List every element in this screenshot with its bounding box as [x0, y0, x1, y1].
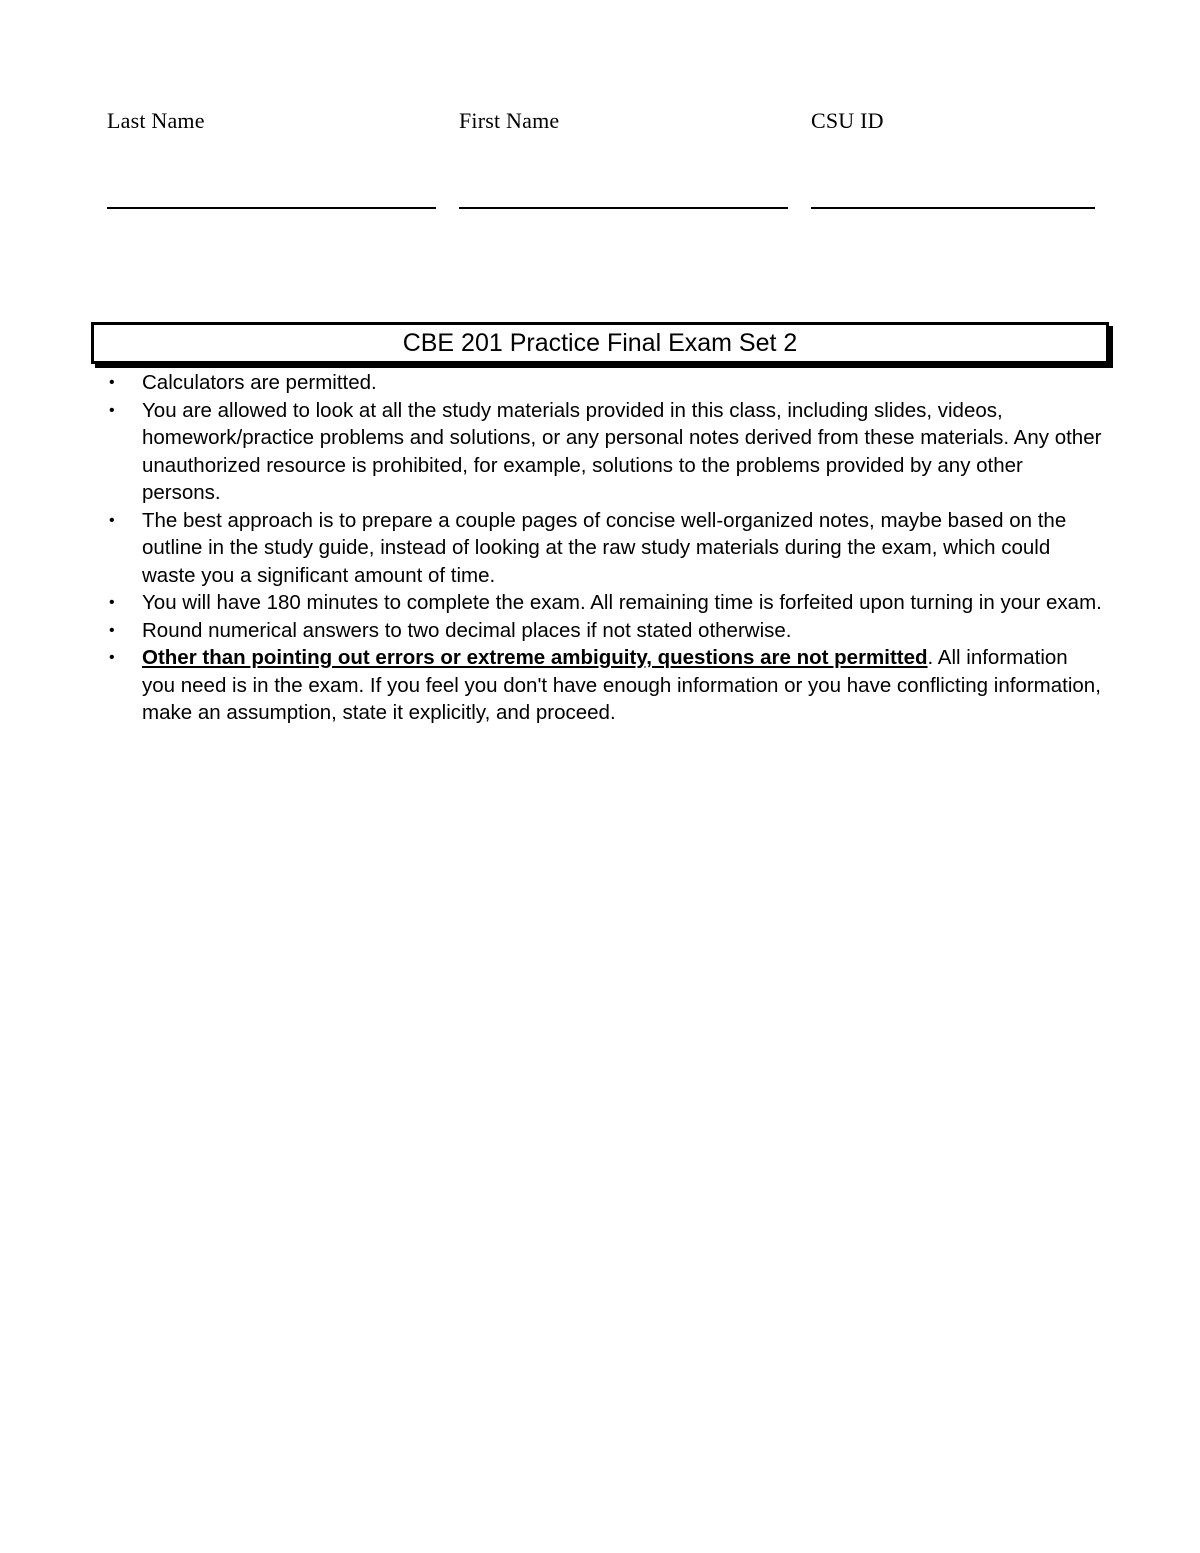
rule-item — [104, 369, 1104, 397]
rule-text: You are allowed to look at all the study materials provided in this class, including slides, videos, homework/practice problems and solutions, or any personal notes derived from these materials. Any other unauthorized resource is prohibited, for example, solutions to the problems provided by any other persons. — [142, 398, 1102, 504]
csu-id-label: CSU ID — [811, 108, 884, 133]
rule-item — [104, 644, 1104, 727]
bullet-icon: • — [109, 374, 115, 391]
bullet-icon: • — [109, 649, 115, 666]
rule-item — [104, 507, 1104, 590]
last-name-label: Last Name — [107, 108, 205, 133]
exam-title-box — [91, 322, 1109, 364]
bullet-icon: • — [109, 511, 115, 529]
rule-text: The best approach is to prepare a couple pages of concise well-organized notes, maybe based on the outline in the study guide, instead of looking at the raw study materials during the exam, which could waste you a significant amount of time. — [142, 508, 1067, 587]
rule-text: You will have 180 minutes to complete the exam. All remaining time is forfeited upon turning in your exam. — [142, 591, 1102, 614]
bullet-icon: • — [109, 401, 115, 419]
exam-title: CBE 201 Practice Final Exam Set 2 — [402, 328, 798, 357]
rule-text: Round numerical answers to two decimal places if not stated otherwise. — [142, 618, 792, 642]
first-name-label: First Name — [459, 108, 560, 133]
first-name-blank[interactable] — [459, 207, 788, 209]
bullet-icon: • — [109, 594, 115, 611]
rule-item — [104, 589, 1104, 617]
csu-id-blank[interactable] — [811, 207, 1095, 209]
rule-item — [104, 397, 1104, 507]
rule-item — [104, 617, 1104, 645]
rule-text: . All information you need is in the exam. If you feel you don't have enough information or you have conflicting information, make an assumption, state it explicitly, and proceed. — [142, 646, 1101, 724]
last-name-blank[interactable] — [107, 207, 436, 209]
rule-text: Calculators are permitted. — [142, 371, 377, 394]
exam-rules-list — [104, 369, 1104, 727]
bullet-icon: • — [109, 621, 115, 639]
rule-emphasis: Other than pointing out errors or extreme ambiguity, questions are not permitted — [142, 646, 928, 669]
